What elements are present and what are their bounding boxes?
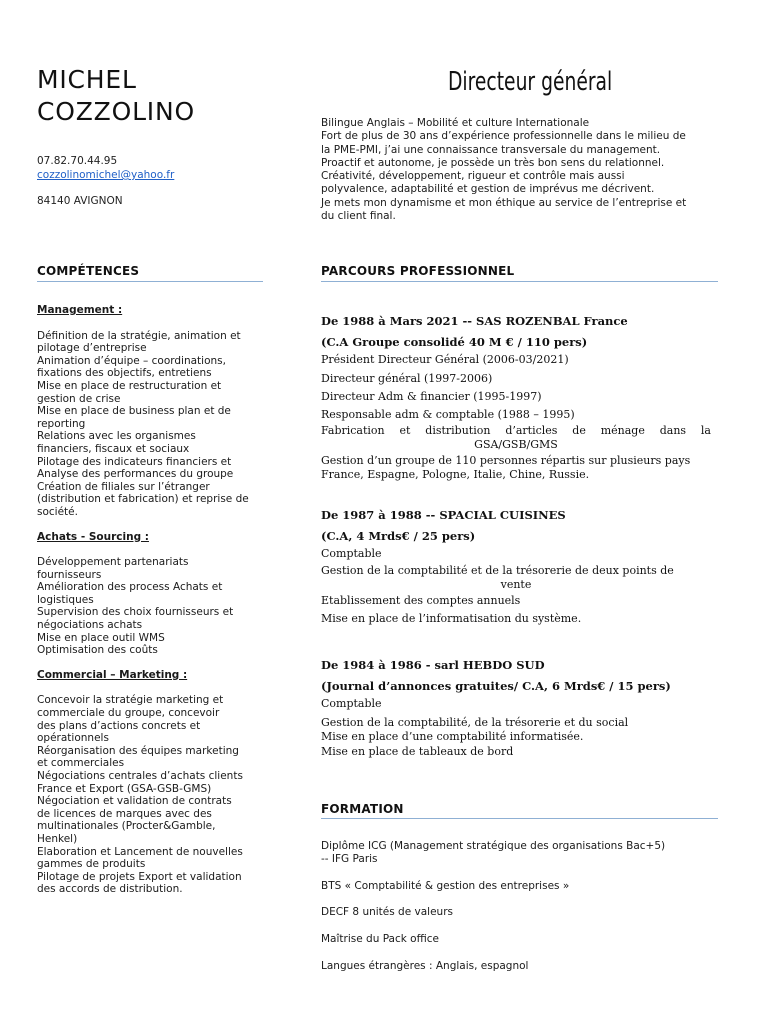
job-period: De 1987 à 1988 -- SPACIAL CUISINES xyxy=(321,508,566,522)
name-last: COZZOLINO xyxy=(37,97,195,126)
achats-line: fournisseurs xyxy=(37,568,102,581)
formation-line: -- IFG Paris xyxy=(321,853,378,865)
commercial-line: Elaboration et Lancement de nouvelles xyxy=(37,845,243,858)
management-line: Définition de la stratégie, animation et xyxy=(37,329,241,342)
formation-pack-office: Maîtrise du Pack office xyxy=(321,933,439,945)
commercial-line: France et Export (GSA-GSB-GMS) xyxy=(37,782,212,795)
management-line: Mise en place de business plan et de xyxy=(37,405,231,418)
intro-line: Fort de plus de 30 ans d’expérience professionnelle dans le milieu de xyxy=(321,130,686,143)
commercial-line: et commerciales xyxy=(37,757,125,770)
job-role: Comptable xyxy=(321,697,382,711)
job-role: Directeur Adm & financier (1995-1997) xyxy=(321,389,542,403)
address: 84140 AVIGNON xyxy=(37,195,123,207)
intro-line: Je mets mon dynamisme et mon éthique au service de l’entreprise et xyxy=(321,196,687,209)
email-link[interactable]: cozzolinomichel@yahoo.fr xyxy=(37,169,175,181)
intro-line: Créativité, développement, rigueur et contrôle mais aussi xyxy=(321,170,625,183)
management-line: financiers, fiscaux et sociaux xyxy=(37,442,190,455)
intro-line: polyvalence, adaptabilité et gestion de imprévus me décrivent. xyxy=(321,183,655,196)
commercial-line: Henkel) xyxy=(37,832,78,845)
management-line: Mise en place de restructuration et xyxy=(37,379,222,392)
job-summary: (Journal d’annonces gratuites/ C.A, 6 Mrds€ / 15 pers) xyxy=(321,679,671,694)
job-role: Comptable xyxy=(321,547,382,561)
formation-langues: Langues étrangères : Anglais, espagnol xyxy=(321,960,529,972)
job-description: vente xyxy=(500,577,532,591)
job-rozenbal xyxy=(321,312,711,482)
job-description: Mise en place d’une comptabilité informatisée. xyxy=(321,730,584,744)
commercial-line: multinationales (Procter&Gamble, xyxy=(37,820,216,833)
commercial-line: Négociations centrales d’achats clients xyxy=(37,770,243,782)
job-hebdo-sud xyxy=(321,656,711,759)
commercial-title: Commercial – Marketing : xyxy=(37,668,188,681)
commercial-line: Réorganisation des équipes marketing xyxy=(37,744,239,757)
management-line: Création de filiales sur l’étranger xyxy=(37,480,210,493)
job-summary: (C.A Groupe consolidé 40 M € / 110 pers) xyxy=(321,335,588,350)
job-description: Fabrication et distribution d’articles de ménage dans la xyxy=(321,424,711,438)
formation-heading: FORMATION xyxy=(321,802,404,816)
commercial-line: commerciale du groupe, concevoir xyxy=(37,707,220,720)
intro-line: Proactif et autonome, je possède un très bon sens du relationnel. xyxy=(321,156,665,169)
job-role: Président Directeur Général (2006-03/2021) xyxy=(321,353,569,367)
intro-line: Bilingue Anglais – Mobilité et culture Internationale xyxy=(321,117,590,129)
name-first: MICHEL xyxy=(37,65,137,94)
management-line: Analyse des performances du groupe xyxy=(37,468,234,481)
achats-title: Achats - Sourcing : xyxy=(37,530,149,543)
management-line: Animation d’équipe – coordinations, xyxy=(37,354,226,367)
commercial-line: Concevoir la stratégie marketing et xyxy=(37,694,224,707)
commercial-line: de licences de marques avec des xyxy=(37,807,212,820)
achats-line: logistiques xyxy=(37,593,94,606)
parcours-heading: PARCOURS PROFESSIONNEL xyxy=(321,264,515,278)
commercial-line: gammes de produits xyxy=(37,858,146,871)
competences-section xyxy=(37,304,267,896)
job-summary: (C.A, 4 Mrds€ / 25 pers) xyxy=(321,529,476,544)
commercial-line: Pilotage de projets Export et validation xyxy=(37,870,242,883)
job-spacial-cuisines xyxy=(321,506,711,628)
job-period: De 1988 à Mars 2021 -- SAS ROZENBAL France xyxy=(321,314,628,328)
formation-icg xyxy=(321,840,665,866)
intro-summary xyxy=(321,117,716,223)
management-title: Management : xyxy=(37,304,123,316)
job-description: Mise en place de l’informatisation du système. xyxy=(321,611,582,625)
achats-line: Amélioration des process Achats et xyxy=(37,581,223,594)
job-period: De 1984 à 1986 - sarl HEBDO SUD xyxy=(321,658,545,672)
job-description: Gestion de la comptabilité, de la trésorerie et du social xyxy=(321,715,629,729)
management-line: reporting xyxy=(37,417,86,430)
achats-line: négociations achats xyxy=(37,619,143,632)
job-description: France, Espagne, Pologne, Italie, Chine, Russie. xyxy=(321,468,590,482)
management-line: Pilotage des indicateurs financiers et xyxy=(37,455,232,468)
job-description: Mise en place de tableaux de bord xyxy=(321,744,514,758)
management-line: gestion de crise xyxy=(37,392,121,405)
competences-heading: COMPÉTENCES xyxy=(37,264,140,278)
job-title: Directeur général xyxy=(448,67,613,97)
job-role: Responsable adm & comptable (1988 – 1995) xyxy=(321,408,575,422)
job-description: Gestion d’un groupe de 110 personnes répartis sur plusieurs pays xyxy=(321,454,691,468)
commercial-line: des plans d’actions concrets et xyxy=(37,719,201,732)
candidate-name xyxy=(37,64,195,128)
formation-decf: DECF 8 unités de valeurs xyxy=(321,906,453,918)
management-line: fixations des objectifs, entretiens xyxy=(37,367,212,380)
job-description: Etablissement des comptes annuels xyxy=(321,593,521,607)
management-line: société. xyxy=(37,505,78,518)
competences-rule xyxy=(37,281,263,282)
achats-line: Mise en place outil WMS xyxy=(37,631,165,644)
formation-bts: BTS « Comptabilité & gestion des entreprises » xyxy=(321,880,570,892)
job-description: Gestion de la comptabilité et de la trésorerie de deux points de xyxy=(321,563,674,577)
formation-rule xyxy=(321,818,718,819)
commercial-line: opérationnels xyxy=(37,732,109,745)
management-line: (distribution et fabrication) et reprise de xyxy=(37,493,249,506)
formation-line: Diplôme ICG (Management stratégique des organisations Bac+5) xyxy=(321,840,666,852)
management-line: Relations avec les organismes xyxy=(37,430,196,443)
intro-line: du client final. xyxy=(321,210,396,223)
achats-line: Supervision des choix fournisseurs et xyxy=(37,606,234,619)
achats-line: Développement partenariats xyxy=(37,556,189,569)
job-description: GSA/GSB/GMS xyxy=(474,438,558,452)
commercial-line: Négociation et validation de contrats xyxy=(37,795,232,808)
achats-line: Optimisation des coûts xyxy=(37,644,158,657)
job-role: Directeur général (1997-2006) xyxy=(321,371,493,385)
management-line: pilotage d’entreprise xyxy=(37,342,147,355)
intro-line: la PME-PMI, j’ai une connaissance transversale du management. xyxy=(321,143,661,156)
parcours-rule xyxy=(321,281,718,282)
phone-number: 07.82.70.44.95 xyxy=(37,155,118,167)
commercial-line: des accords de distribution. xyxy=(37,883,183,896)
